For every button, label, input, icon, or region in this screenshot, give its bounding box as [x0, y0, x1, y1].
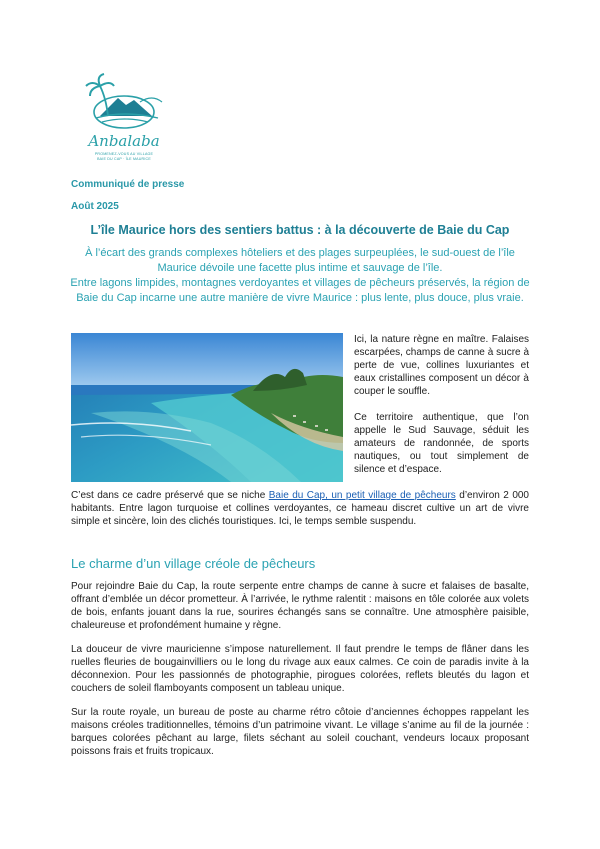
anbalaba-logo — [78, 72, 170, 170]
side-text — [354, 333, 529, 476]
lagoon-aerial-photo — [71, 333, 343, 482]
section-paragraph-2: La douceur de vivre mauricienne s’impose naturellement. Il faut prendre le temps de flâner dans les ruelles fleuries de bougainvilliers ou le long du rivage aux eaux calmes. Ce coin de paradis invite à la déconnexion. Pour les passionnés de photographie, pirogues colorées, reflets bleutés du lagon et couchers de soleil flamboyants composent un tableau unique. — [71, 644, 529, 694]
baie-du-cap-link[interactable]: Baie du Cap, un petit village de pêcheurs — [268, 490, 456, 501]
release-date: Août 2025 — [71, 201, 119, 212]
press-release-label: Communiqué de presse — [71, 179, 185, 190]
village-text-before: C’est dans ce cadre préservé que se niche — [71, 490, 269, 501]
village-paragraph — [71, 489, 529, 528]
logo-tagline-location: BAIE DU CAP · ÎLE MAURICE — [97, 157, 151, 161]
section-heading: Le charme d’un village créole de pêcheurs — [71, 556, 316, 571]
intro-paragraph-1: À l’écart des grands complexes hôteliers et des plages surpeuplées, le sud-ouest de l’île Maurice dévoile une facette plus intime et sauvage de l’île. — [85, 247, 515, 274]
section-paragraph-3: Sur la route royale, un bureau de poste au charme rétro côtoie d’anciennes échoppes rappelant les maisons créoles traditionnelles, témoins d’un patrimoine vivant. Le village s’anime au fil de la journée : barques colorées pêchant au large, filets séchant au soleil couchant, vendeurs locaux proposant poissons frais et fruits tropicaux. — [71, 707, 529, 757]
palm-mountain-logo-icon — [78, 72, 170, 132]
logo-wordmark: Anbalaba — [88, 132, 160, 150]
intro-block — [70, 246, 530, 306]
side-paragraph-2: Ce territoire authentique, que l’on appelle le Sud Sauvage, séduit les amateurs de randonnée, de sports nautiques, ou tout simplement de silence et d’espace. — [354, 412, 529, 475]
page-title: L’île Maurice hors des sentiers battus : à la découverte de Baie du Cap — [90, 223, 510, 237]
section-body — [71, 580, 529, 758]
intro-paragraph-2: Entre lagons limpides, montagnes verdoyantes et villages de pêcheurs préservés, la région de Baie du Cap incarne une autre manière de vivre Maurice : plus lente, plus douce, plus vraie. — [70, 277, 530, 304]
side-paragraph-1: Ici, la nature règne en maître. Falaises escarpées, champs de canne à sucre à perte de vue, collines luxuriantes et eaux cristallines composent un décor à couper le souffle. — [354, 334, 529, 397]
village-text-after: d’environ 2 000 habitants. Entre lagon turquoise et collines verdoyantes, ce hameau discret cultive un art de vivre simple et sincère, loin des clichés touristiques. Ici, le temps semble suspendu. — [71, 490, 529, 527]
logo-tagline: PROMENEZ-VOUS AU VILLAGE — [94, 152, 154, 156]
section-paragraph-1: Pour rejoindre Baie du Cap, la route serpente entre champs de canne à sucre et falaises de basalte, offrant d’emblée un décor prometteur. À l’arrivée, le rythme ralentit : maisons en tôle colorée aux volets de bois, enfants jouant dans la rue, sourires échangés sans se connaître. Une atmosphère paisible, chaleureuse et profondément humaine y règne. — [71, 581, 529, 631]
